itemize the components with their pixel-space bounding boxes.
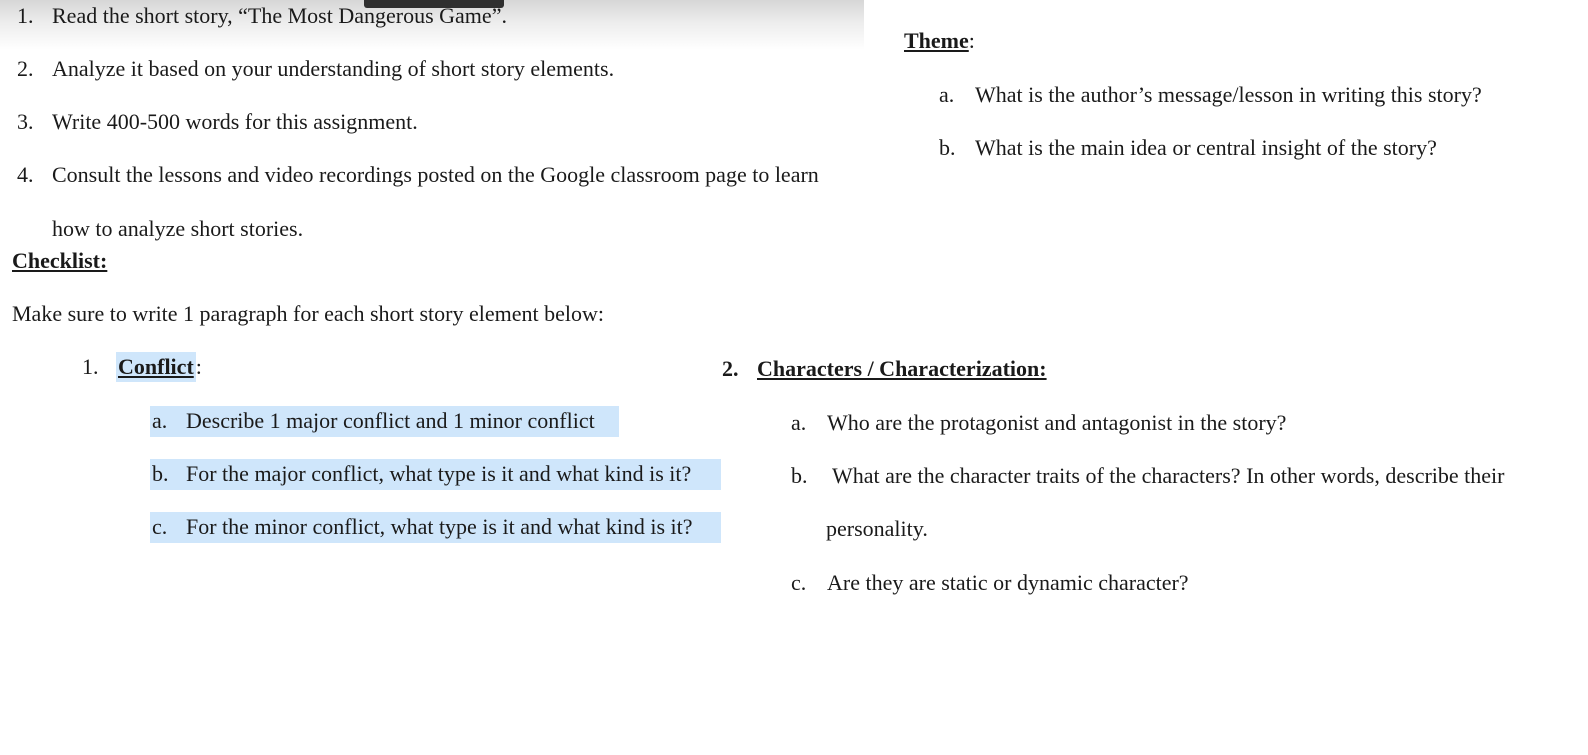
characters-number: 2.	[722, 356, 739, 381]
conflict-heading-wrap	[116, 354, 202, 380]
checklist-heading: Checklist:	[12, 248, 108, 273]
characters-item-text: Are they are static or dynamic character?	[827, 570, 1189, 595]
instruction-number: 1.	[17, 3, 34, 28]
characters-item-letter: c.	[791, 570, 807, 595]
instruction-text: Consult the lessons and video recordings posted on the Google classroom page to learn	[52, 162, 819, 187]
instruction-text-continuation: how to analyze short stories.	[52, 216, 304, 241]
theme-item-text: What is the author’s message/lesson in writing this story?	[975, 82, 1482, 107]
characters-item-continuation: personality.	[826, 516, 928, 541]
characters-item-letter: b.	[791, 463, 808, 488]
conflict-heading: Conflict	[116, 352, 196, 382]
conflict-colon: :	[195, 354, 202, 379]
conflict-item-text: For the major conflict, what type is it and what kind is it?	[186, 461, 692, 486]
characters-item-text: What are the character traits of the characters? In other words, describe their	[832, 463, 1505, 488]
theme-item-text: What is the main idea or central insight of the story?	[975, 135, 1437, 160]
conflict-number: 1.	[82, 354, 99, 379]
instruction-text: Write 400-500 words for this assignment.	[52, 109, 418, 134]
characters-item-text: Who are the protagonist and antagonist in the story?	[827, 410, 1287, 435]
characters-item-letter: a.	[791, 410, 807, 435]
theme-item-letter: b.	[939, 135, 956, 160]
checklist-intro: Make sure to write 1 paragraph for each short story element below:	[12, 301, 604, 326]
conflict-item-letter: b.	[152, 461, 169, 486]
conflict-item-text: For the minor conflict, what type is it and what kind is it?	[186, 514, 693, 539]
theme-heading: Theme	[904, 28, 969, 53]
instruction-number: 4.	[17, 162, 34, 187]
instruction-number: 2.	[17, 56, 34, 81]
conflict-item-letter: a.	[152, 408, 168, 433]
conflict-item-letter: c.	[152, 514, 168, 539]
theme-item-letter: a.	[939, 82, 955, 107]
theme-heading-wrap	[904, 28, 975, 54]
conflict-item-text: Describe 1 major conflict and 1 minor conflict	[186, 408, 595, 433]
instruction-text: Read the short story, “The Most Dangerous Game”.	[52, 3, 507, 28]
characters-heading: Characters / Characterization:	[757, 356, 1047, 381]
theme-colon: :	[968, 28, 975, 53]
instruction-text: Analyze it based on your understanding of short story elements.	[52, 56, 615, 81]
instruction-number: 3.	[17, 109, 34, 134]
